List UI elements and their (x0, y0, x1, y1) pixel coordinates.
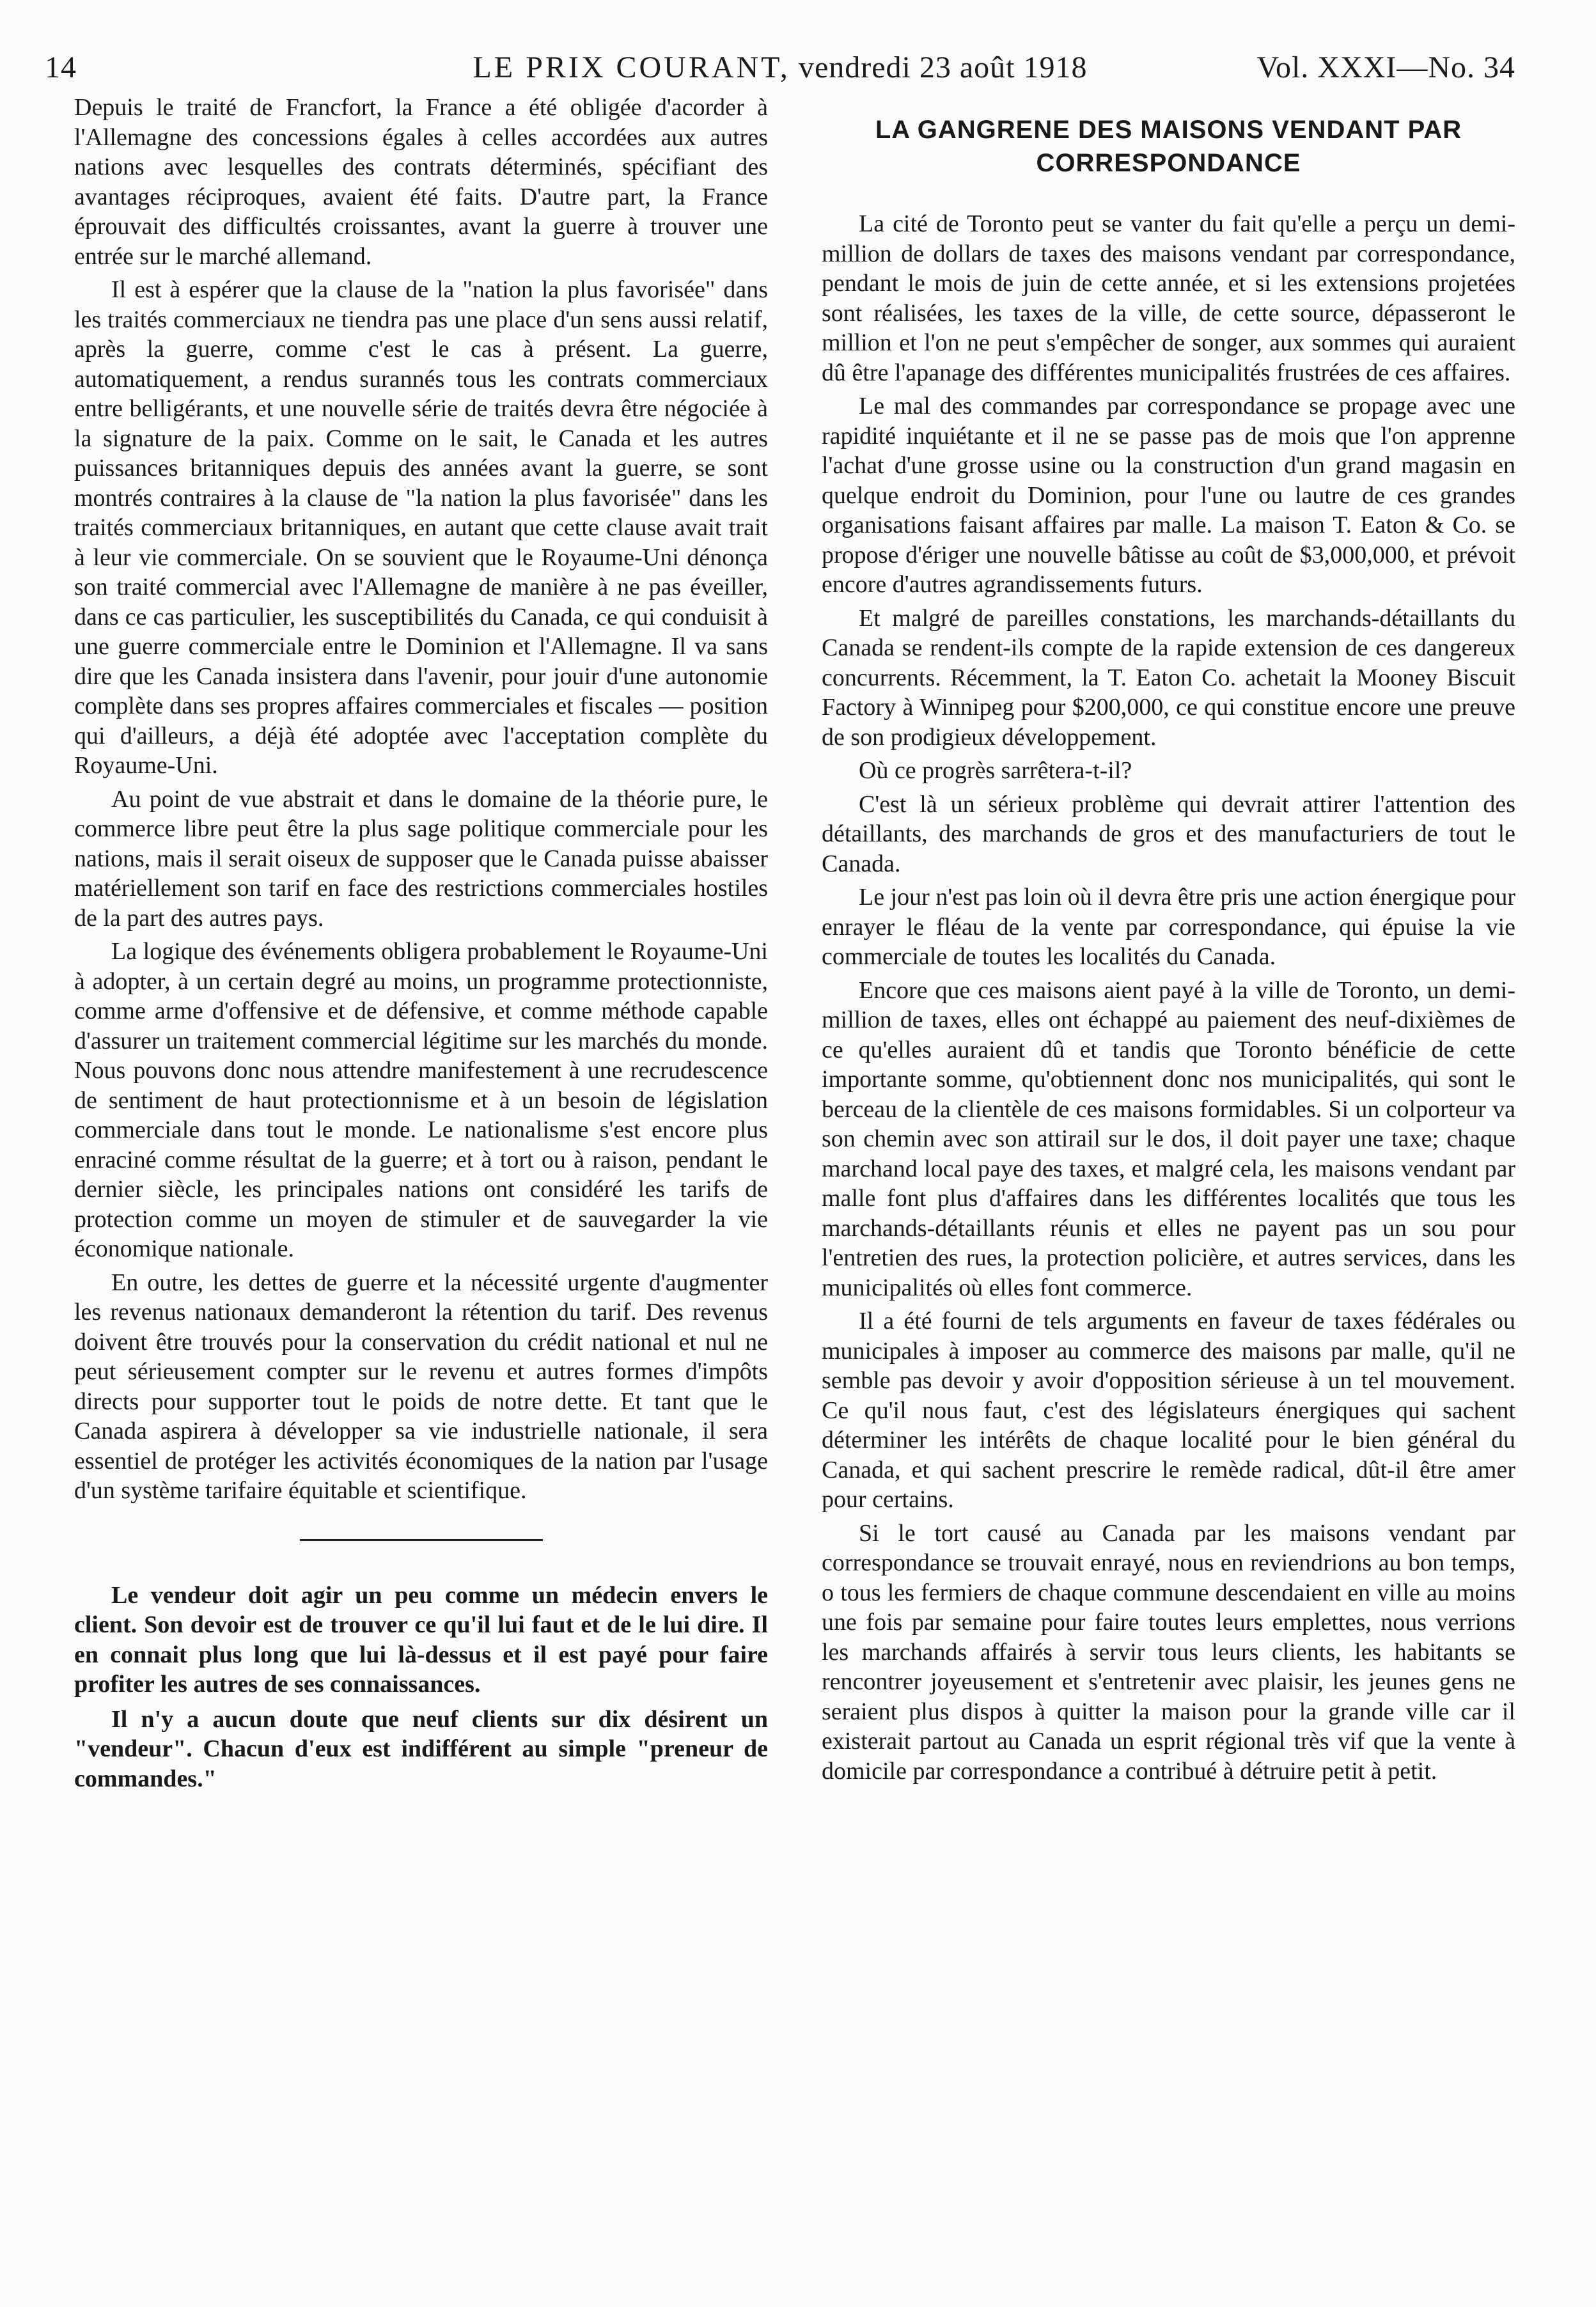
paragraph: Le mal des commandes par correspondance se propage avec une rapidité inquiétante et il ne se passe pas de mois que l'on apprenne l'achat d'une grosse usine ou la construction d'un grand magasin en quelque endroit du Dominion, pour l'une ou lautre de ces grandes organisations faisant affaires par malle. La maison T. Eaton & Co. se propose d'ériger une nouvelle bâtisse au coût de $3,000,000, et prévoit encore d'autres agrandissements futurs. (822, 393, 1515, 598)
salesman-note (74, 1581, 768, 1794)
article-title: LA GANGRENE DES MAISONS VENDANT PAR CORRESPONDANCE (875, 116, 1462, 177)
paragraph: Le jour n'est pas loin où il devra être pris une action énergique pour enrayer le fléau de la vente par correspondance, qui épuise la vie commerciale de toutes les localités du Canada. (822, 884, 1515, 970)
paragraph: C'est là un sérieux problème qui devrait attirer l'attention des détaillants, des marchands de gros et des manufacturiers de tout le Canada. (822, 790, 1515, 877)
paragraph: Depuis le traité de Francfort, la France a été obligée d'acorder à l'Allemagne des concessions égales à celles accordées aux autres nations avec lesquelles des contrats déterminés, spécifiant des avantages réciproques, avaient été faits. D'autre part, la France éprouvait des difficultés croissantes, avant la guerre à trouver une entrée sur le marché allemand. (74, 94, 768, 270)
page-number: 14 (45, 51, 77, 84)
volume-number: Vol. XXXI—No. 34 (1256, 51, 1515, 84)
paragraph: Où ce progrès sarrêtera-t-il? (859, 757, 1132, 784)
paragraph: Si le tort causé au Canada par les maisons vendant par correspondance se trouvait enrayé, nous en reviendrions au bon temps, o tous les fermiers de chaque commune descendaient en ville au moins une fois par semaine pour faire toutes leurs emplettes, nous verrions les marchands affairés à servir tous leurs clients, les habitants se rencontrer joyeusement et s'entretenir avec plaisir, les jeunes gens ne seraient plus dispos à quitter la maison pour la grande ville car il existerait partout au Canada un esprit régional très vif que la vente à domicile par correspondance a contribué à détruire petit à petit. (822, 1519, 1515, 1785)
issue-date: vendredi 23 août 1918 (798, 51, 1088, 84)
note-paragraph: Le vendeur doit agir un peu comme un médecin envers le client. Son devoir est de trouver ce qu'il lui faut et de le lui dire. Il en connait plus long que lui là-dessus et il est payé pour faire profiter les autres de ses connaissances. (74, 1581, 768, 1698)
paragraph: La cité de Toronto peut se vanter du fait qu'elle a perçu un demi-million de dollars de taxes des maisons vendant par correspondance, pendant le mois de juin de cette année, et si les extensions projetées sont réalisées, les taxes de la ville, de cette source, dépasseront le million et l'on ne peut s'empêcher de songer, aux sommes qui auraient dû être l'apanage des différentes municipalités frustrées de ces affaires. (822, 210, 1515, 386)
publication-name: LE PRIX COURANT, (473, 51, 790, 84)
paragraph: Il a été fourni de tels arguments en faveur de taxes fédérales ou municipales à imposer au commerce des maisons par malle, qu'il ne semble pas devoir y avoir d'opposition sérieuse à un tel mouvement. Ce qu'il nous faut, c'est des législateurs énergiques qui sachent déterminer les intérêts de chaque localité pour le bien général du Canada, et qui sachent prescrire le remède radical, dût-il être amer pour certains. (822, 1308, 1515, 1513)
paragraph: Et malgré de pareilles constations, les marchands-détaillants du Canada se rendent-ils compte de la rapide extension de ces dangereux concurrents. Récemment, la T. Eaton Co. achetait la Mooney Biscuit Factory à Winnipeg pour $200,000, ce qui constitue encore une preuve de son prodigieux développement. (822, 604, 1515, 751)
paragraph: Au point de vue abstrait et dans le domaine de la théorie pure, le commerce libre peut être la plus sage politique commerciale pour les nations, mais il serait oiseux de supposer que le Canada puisse abaisser matériellement son tarif en face des restrictions commerciales hostiles de la part des autres pays. (74, 785, 768, 932)
left-column (74, 93, 768, 1794)
paragraph: Encore que ces maisons aient payé à la ville de Toronto, un demi-million de taxes, elles ont échappé au paiement des neuf-dixièmes de ce qu'elles auraient dû et tandis que Toronto bénéficie de cette importante somme, qu'obtiennent donc nos municipalités, qui sont le berceau de la clientèle de ces maisons formidables. Si un colporteur va son chemin avec son attirail sur le dos, il doit payer une taxe; chaque marchand local paye des taxes, et malgré cela, les maisons vendant par malle font plus d'affaires dans les différentes localités que tous les marchands-détaillants réunis et elles ne payent pas un sou pour l'entretien des rues, la protection policière, et autres services, dans les municipalités où elles font commerce. (822, 976, 1515, 1301)
note-paragraph: Il n'y a aucun doute que neuf clients sur dix désirent un "vendeur". Chacun d'eux est indifférent au simple "preneur de commandes." (74, 1705, 768, 1792)
page-header (45, 38, 1515, 96)
right-column (822, 93, 1515, 1786)
paragraph: Il est à espérer que la clause de la "nation la plus favorisée" dans les traités commerciaux ne tiendra pas une place d'un sens aussi relatif, après la guerre, comme c'est le cas à présent. La guerre, automatiquement, a rendus surannés tous les contrats commerciaux entre belligérants, et une nouvelle série de traités devra être négociée à la signature de la paix. Comme on le sait, le Canada et les autres puissances britanniques depuis des années avant la guerre, se sont montrés contraires à la clause de "la nation la plus favorisée" dans les traités commerciaux britanniques, en autant que cette clause avait trait à leur vie commerciale. On se souvient que le Royaume-Uni dénonça son traité commercial avec l'Allemagne de manière à ne pas éveiller, dans ce cas particulier, les susceptibilités du Canada, ce qui conduisit à une guerre commerciale entre le Dominion et l'Allemagne. Il va sans dire que les Canada insistera dans l'avenir, pour jouir d'une autonomie complète dans ses propres affaires commerciales et fiscales — position qui d'ailleurs, a déjà été adoptée avec l'acceptation complète du Royaume-Uni. (74, 276, 768, 779)
paragraph: En outre, les dettes de guerre et la nécessité urgente d'augmenter les revenus nationaux demanderont la rétention du tarif. Des revenus doivent être trouvés pour la conservation du crédit national et nul ne peut sérieusement compter sur le revenu et autres formes d'impôts directs pour supporter tout le poids de notre dette. Et tant que le Canada aspirera à développer sa vie industrielle nationale, il sera essentiel de protéger les activités économiques de la nation par l'usage d'un système tarifaire équitable et scientifique. (74, 1269, 768, 1504)
section-divider (300, 1539, 543, 1541)
paragraph: La logique des événements obligera probablement le Royaume-Uni à adopter, à un certain degré au moins, un programme protectionniste, comme arme d'offensive et de défensive, et comme méthode capable d'assurer un traitement commercial légitime sur les marchés du monde. Nous pouvons donc nous attendre manifestement à une recrudescence de sentiment de haut protectionnisme et à un besoin de législation commerciale dans tout le monde. Le nationalisme s'est encore plus enraciné comme résultat de la guerre; et à tort ou à raison, pendant le dernier siècle, les principales nations ont considéré les tarifs de protection comme un moyen de stimuler et de sauvegarder la vie économique nationale. (74, 938, 768, 1262)
